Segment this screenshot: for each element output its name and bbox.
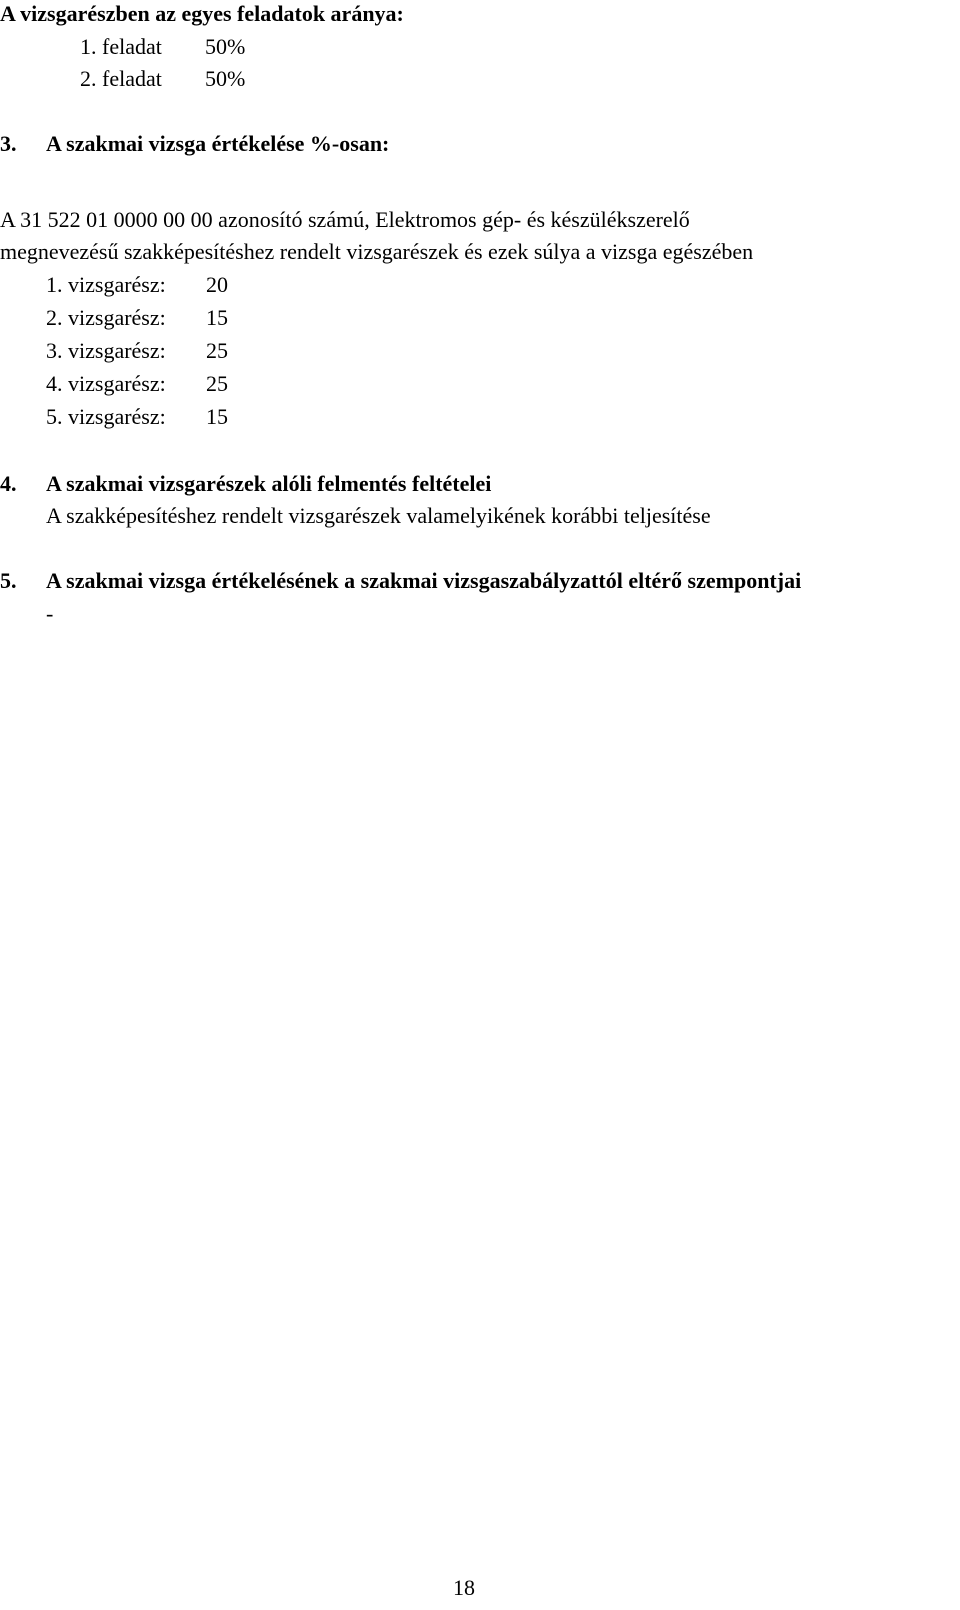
task-value: 50% [205,66,246,91]
section-3-paragraph-line-1: A 31 522 01 0000 00 00 azonosító számú, Elektromos gép- és készülékszerelő [0,207,690,232]
exam-part-label: 2. vizsgarész: [46,305,166,330]
section-title: A szakmai vizsga értékelése %-osan: [46,131,390,156]
exam-part-label: 5. vizsgarész: [46,404,166,429]
page-number: 18 [453,1575,475,1600]
section-title: A szakmai vizsga értékelésének a szakmai vizsgaszabályzattól eltérő szempontjai [46,568,802,593]
exam-part-weight: 20 [206,272,228,297]
exam-part-row-2 [46,302,228,334]
section-number: 5. [0,568,17,593]
task-label: 2. feladat [80,66,162,91]
section-4-body: A szakképesítéshez rendelt vizsgarészek valamelyikének korábbi teljesítése [46,503,711,528]
task-value: 50% [205,34,246,59]
task-label: 1. feladat [80,34,162,59]
intro-heading: A vizsgarészben az egyes feladatok aránya: [0,1,404,26]
section-5-body: - [46,601,54,626]
section-number: 4. [0,471,17,496]
exam-part-row-5 [46,401,228,433]
exam-part-label: 3. vizsgarész: [46,338,166,363]
exam-part-weight: 15 [206,305,228,330]
exam-part-weight: 25 [206,338,228,363]
exam-part-row-3 [46,335,228,367]
task-row-1 [80,31,246,63]
section-3-paragraph-line-2: megnevezésű szakképesítéshez rendelt vizsgarészek és ezek súlya a vizsga egészében [0,239,754,264]
section-title: A szakmai vizsgarészek alóli felmentés feltételei [46,471,492,496]
exam-part-weight: 25 [206,371,228,396]
section-number: 3. [0,131,17,156]
exam-part-row-4 [46,368,228,400]
exam-part-row-1 [46,269,228,301]
exam-part-label: 4. vizsgarész: [46,371,166,396]
task-row-2 [80,63,246,95]
exam-part-label: 1. vizsgarész: [46,272,166,297]
exam-part-weight: 15 [206,404,228,429]
